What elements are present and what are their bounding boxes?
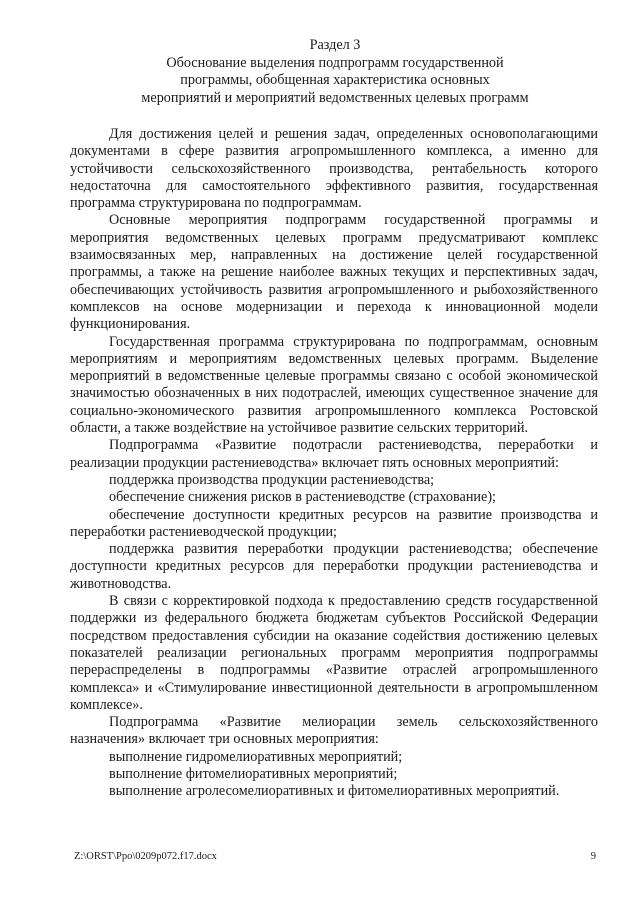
section-title-line-3: мероприятий и мероприятий ведомственных целевых программ xyxy=(141,89,529,106)
list-item: поддержка производства продукции растениеводства; xyxy=(109,471,435,488)
page-number: 9 xyxy=(590,851,596,862)
document-body xyxy=(70,126,598,801)
paragraph: Основные мероприятия подпрограмм государственной программы и мероприятия ведомственных целевых программ предусматривают комплекс взаимосвязанных мер, направленных на достижение целей государственной программы, а также на решение наиболее важных текущих и перспективных задач, обеспечивающих устойчивость развития агропромышленного и рыбохозяйственного комплексов на основе модернизации и перехода к инновационной модели функционирования. xyxy=(70,212,598,333)
list-item: обеспечение доступности кредитных ресурсов на развитие производства и переработки растениеводческой продукции; xyxy=(70,506,598,540)
section-heading xyxy=(70,37,600,107)
paragraph: Подпрограмма «Развитие подотрасли растениеводства, переработки и реализации продукции растениеводства» включает пять основных мероприятий: xyxy=(70,437,598,471)
list-item: выполнение гидромелиоративных мероприятий; xyxy=(109,748,403,765)
paragraph: В связи с корректировкой подхода к предоставлению средств государственной поддержки из федерального бюджета бюджетам субъектов Российской Федерации посредством предоставления субсидии на оказание содействия достижению целевых показателей реализации региональных программ мероприятия подпрограммы перераспределены в подпрограммы «Развитие отраслей агропромышленного комплекса» и «Стимулирование инвестиционной деятельности в агропромышленном комплексе». xyxy=(70,593,598,713)
paragraph: Государственная программа структурирована по подпрограммам, основным мероприятиям и мероприятиям ведомственных целевых программ. Выделение мероприятий в ведомственные целевые программы связано с особой экономической значимостью обозначенных в них подотраслей, имеющих существенное значение для социально-экономического развития агропромышленного комплекса Ростовской области, а также воздействие на устойчивое развитие сельских территорий. xyxy=(70,333,598,437)
paragraph: Для достижения целей и решения задач, определенных основополагающими документами в сфере развития агропромышленного комплекса, а именно для устойчивости сельскохозяйственного производства, рентабельность которого недостаточна для самостоятельного эффективного развития, государственная программа структурирована по подпрограммам. xyxy=(70,126,598,212)
list-item: выполнение фитомелиоративных мероприятий; xyxy=(109,765,398,782)
list-item: поддержка развития переработки продукции растениеводства; обеспечение доступности кредитных ресурсов для переработки продукции растениеводства и животноводства. xyxy=(70,541,598,592)
paragraph: Подпрограмма «Развитие мелиорации земель сельскохозяйственного назначения» включает три основных мероприятия: xyxy=(70,714,598,748)
file-path: Z:\ORST\Ppo\0209p072.f17.docx xyxy=(74,851,217,862)
section-title-line-1: Обоснование выделения подпрограмм государственной xyxy=(166,54,504,71)
section-title-line-2: программы, обобщенная характеристика основных xyxy=(180,72,490,89)
list-item: выполнение агролесомелиоративных и фитомелиоративных мероприятий. xyxy=(109,783,560,800)
section-number: Раздел 3 xyxy=(309,37,361,53)
list-item: обеспечение снижения рисков в растениеводстве (страхование); xyxy=(109,489,496,506)
